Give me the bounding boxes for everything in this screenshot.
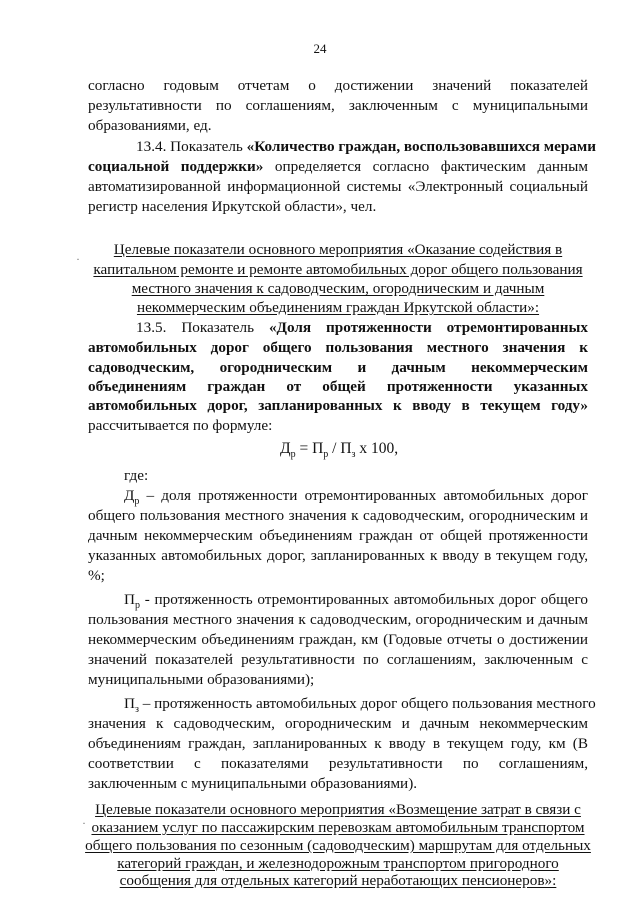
definition-line: некоммерческим объединениям граждан, км (Годовые отчеты о достижении <box>88 631 588 648</box>
definition-line: общего пользования местного значения к садоводческим, огородническим и <box>88 507 588 524</box>
text-line: автомобильных дорог общего пользования местного значения к <box>88 339 588 356</box>
indicator-title: «Количество граждан, воспользовавшихся мерами <box>246 138 596 155</box>
definition-line: %; <box>88 567 105 584</box>
text-line: образованиями, ед. <box>88 117 212 134</box>
text-line <box>136 137 596 157</box>
section-heading: местного значения к садоводческим, огородническим и дачным <box>131 280 545 297</box>
section-heading: Целевые показатели основного мероприятия «Возмещение затрат в связи с <box>95 801 581 818</box>
scan-mark: · <box>82 816 86 830</box>
text-line: рассчитывается по формуле: <box>88 417 273 434</box>
definition-line: заключенным с муниципальными образованиями). <box>88 775 418 792</box>
section-heading: категорий граждан, и железнодорожным транспортом пригородного <box>117 855 559 872</box>
where-label: где: <box>124 467 149 484</box>
text-line: объединениям граждан от общей протяженности указанных <box>88 378 588 395</box>
item-number: 13.5. Показатель <box>136 319 269 336</box>
definition-line: $Д_р$ – доля протяженности отремонтированных автомобильных дорог <box>124 487 588 508</box>
definition-line: $П_з$ – протяженность автомобильных дорог общего пользования местного <box>124 695 596 716</box>
text-line: автоматизированной информационной системы «Электронный социальный <box>88 178 588 195</box>
definition-line: пользования местного значения к садоводческим, огородническим и дачным <box>88 611 588 628</box>
definition-line: значений показателей результативности по соглашениям, заключенным с <box>88 651 588 668</box>
definition-line: $П_р$ - протяженность отремонтированных автомобильных дорог общего <box>124 591 588 612</box>
page-number: 24 <box>313 41 327 56</box>
section-heading: оказанием услуг по пассажирским перевозкам автомобильным транспортом <box>91 819 585 836</box>
definition-line: соответствии с показателями результативности по соглашениям, <box>88 755 588 772</box>
text-line: согласно годовым отчетам о достижении значений показателей <box>88 77 588 94</box>
text-line: регистр населения Иркутской области», чел. <box>88 198 377 215</box>
scan-mark: · <box>76 252 80 266</box>
definition-line: объединениям граждан, запланированных к вводу в текущем году, км (В <box>88 735 588 752</box>
section-heading: некоммерческим объединениям граждан Иркутской области»: <box>136 299 540 316</box>
text-line: социальной поддержки» определяется согласно фактическим данным <box>88 158 589 175</box>
text-line: садоводческим, огородническим и дачным некоммерческим <box>88 359 588 376</box>
section-heading: капитальном ремонте и ремонте автомобильных дорог общего пользования <box>93 261 583 278</box>
text-line: результативности по соглашениям, заключенным с муниципальными <box>88 97 588 114</box>
section-heading: сообщения для отдельных категорий неработающих пенсионеров»: <box>119 872 557 889</box>
text-line: автомобильных дорог, запланированных к вводу в текущем году» <box>88 397 588 414</box>
formula: $Д_р = П_р / П_з$ х 100, <box>280 440 399 461</box>
definition-line: дачным некоммерческим объединениям граждан от общей протяженности <box>88 527 588 544</box>
definition-line: значения к садоводческим, огородническим и дачным некоммерческим <box>88 715 588 732</box>
definition-line: указанных автомобильных дорог, запланированных к вводу в текущем году, <box>88 547 588 564</box>
text-line: 13.5. Показатель «Доля протяженности отремонтированных <box>136 319 588 336</box>
section-heading: общего пользования по сезонным (садоводческим) маршрутам для отдельных <box>85 837 591 854</box>
item-number: 13.4. Показатель <box>136 138 247 155</box>
section-heading: Целевые показатели основного мероприятия «Оказание содействия в <box>113 241 563 258</box>
indicator-title: социальной поддержки» <box>88 158 264 175</box>
definition-line: муниципальными образованиями); <box>88 671 315 688</box>
